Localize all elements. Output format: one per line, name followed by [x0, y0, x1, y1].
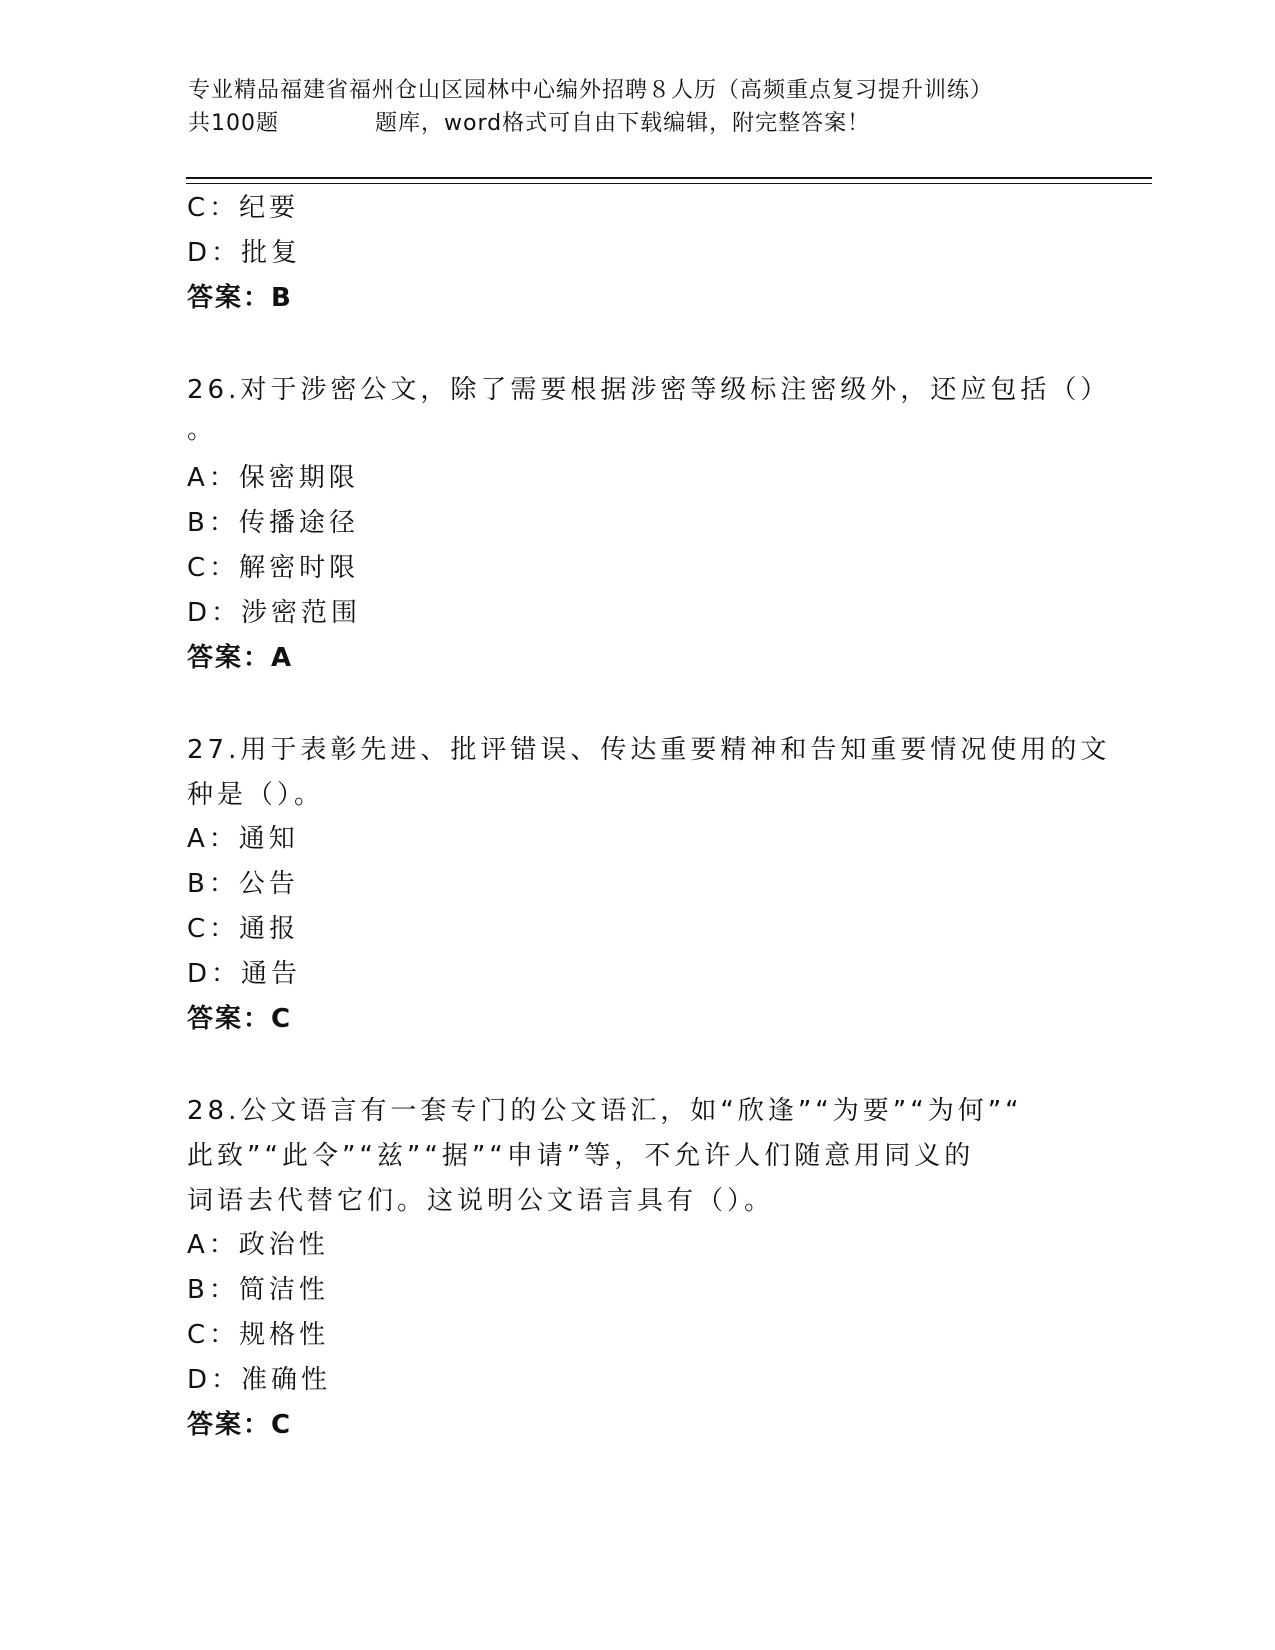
- question-28-text: 28.公文语言有一套专门的公文语汇，如“欣逢”“为要”“为何”“: [187, 1096, 1023, 1126]
- header-description: 题库，word格式可自由下载编辑，附完整答案！: [375, 111, 871, 136]
- question-27-answer: 答案：C: [187, 1004, 293, 1034]
- question-27-option-a: A：通知: [187, 824, 299, 854]
- question-26-text: 26.对于涉密公文，除了需要根据涉密等级标注密级外，还应包括（）: [187, 375, 1111, 405]
- question-28-text-cont: 此致”“此令”“兹”“据”“申请”等，不允许人们随意用同义的: [187, 1141, 975, 1171]
- question-26-option-d: D：涉密范围: [187, 598, 362, 628]
- header-count: 共100题: [188, 111, 279, 136]
- question-27-option-c: C：通报: [187, 914, 300, 944]
- answer-line: 答案：B: [187, 283, 293, 313]
- question-28-answer: 答案：C: [187, 1410, 293, 1440]
- option-c: C：纪要: [187, 193, 300, 223]
- question-28-option-b: B：简洁性: [187, 1275, 329, 1305]
- header-subtitle: [188, 107, 1088, 140]
- option-d: D：批复: [187, 238, 302, 268]
- question-28-option-d: D：准确性: [187, 1365, 332, 1395]
- question-26-option-a: A：保密期限: [187, 463, 359, 493]
- header-title: 专业精品福建省福州仓山区园林中心编外招聘８人历（高频重点复习提升训练）: [188, 78, 994, 103]
- question-26-option-b: B：传播途径: [187, 508, 359, 538]
- question-27-option-b: B：公告: [187, 869, 299, 899]
- question-26-text-cont: 。: [187, 415, 218, 445]
- question-28-option-c: C：规格性: [187, 1320, 330, 1350]
- question-28-option-a: A：政治性: [187, 1230, 329, 1260]
- question-27-text-cont: 种是（）。: [187, 780, 325, 810]
- question-27-text: 27.用于表彰先进、批评错误、传达重要精神和告知重要情况使用的文: [187, 735, 1111, 765]
- question-26-answer: 答案：A: [187, 643, 294, 673]
- question-28-text-cont2: 词语去代替它们。这说明公文语言具有（）。: [187, 1186, 775, 1216]
- header-divider-thick: [186, 177, 1152, 179]
- document-header: [188, 74, 1088, 140]
- question-26-option-c: C：解密时限: [187, 553, 360, 583]
- header-divider-thin: [186, 183, 1152, 184]
- question-27-option-d: D：通告: [187, 959, 302, 989]
